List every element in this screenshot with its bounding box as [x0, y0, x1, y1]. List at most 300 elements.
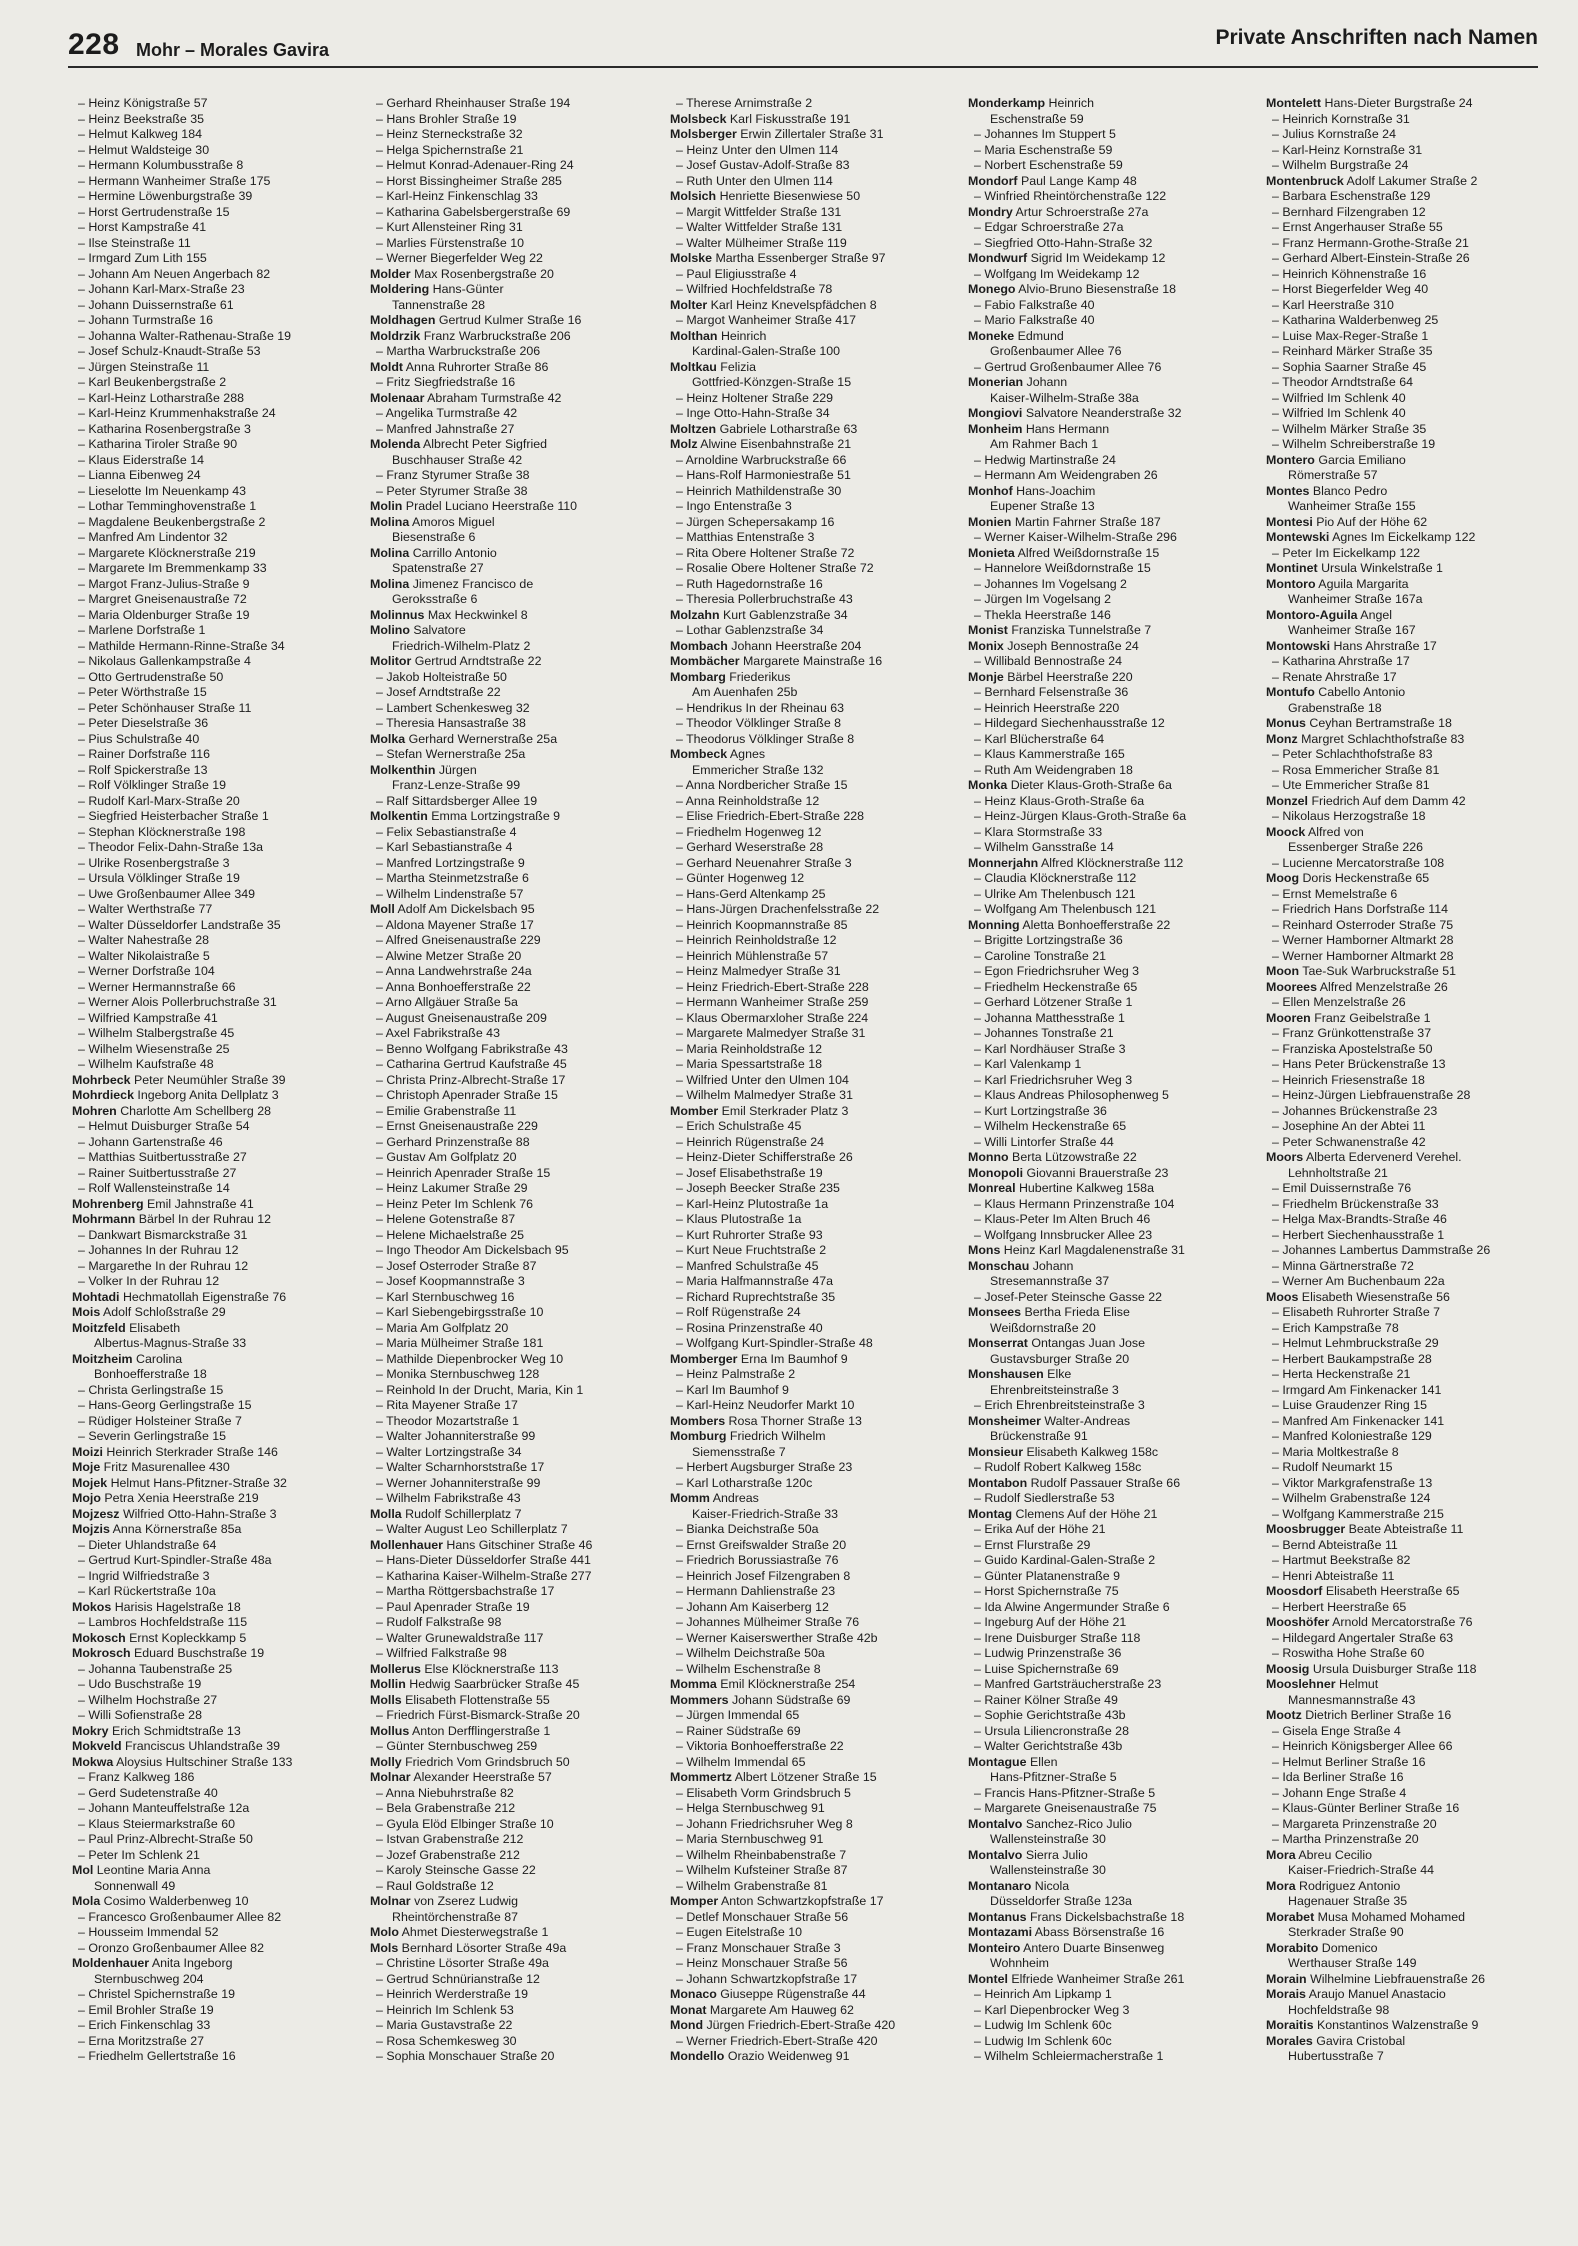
entry-surname: Montewski Agnes Im Eickelkamp 122	[1266, 530, 1476, 544]
entry-sub: – Josef Schulz-Knaudt-Straße 53	[78, 344, 261, 358]
entry-sub: – Christine Lösorter Straße 49a	[376, 1956, 549, 1970]
entry-sub: – Alwine Metzer Straße 20	[376, 948, 522, 963]
entry-surname: Moldt Anna Ruhrorter Straße 86	[370, 359, 549, 374]
entry-surname: Moltzen Gabriele Lotharstraße 63	[670, 421, 858, 436]
entry-sub: – Rosina Prinzenstraße 40	[676, 1320, 823, 1335]
entry-sub: – Karl-Heinz Lotharstraße 288	[78, 390, 244, 405]
entry-sub: – Karl-Heinz Krummenhakstraße 24	[78, 406, 276, 420]
entry-sub: – Henri Abteistraße 11	[1272, 1568, 1395, 1583]
surname: Mooshöfer	[1266, 1615, 1330, 1629]
surname: Morabet	[1266, 1909, 1315, 1924]
surname: Moog	[1266, 871, 1300, 885]
surname: Molsberger	[670, 127, 737, 141]
surname: Montabon	[968, 1475, 1028, 1490]
entry-sub: – Johannes Im Stuppert 5	[974, 127, 1116, 141]
entry-continuation: Weißdornstraße 20	[990, 1320, 1096, 1335]
entry-surname: Moraitis Konstantinos Walzenstraße 9	[1266, 2018, 1479, 2032]
surname: Montufo	[1266, 685, 1315, 699]
entry-sub: – Angelika Turmstraße 42	[376, 406, 518, 420]
entry-sub: – Klaus-Günter Berliner Straße 16	[1272, 1801, 1460, 1815]
entry-continuation: Am Rahmer Bach 1	[990, 437, 1099, 451]
entry-sub: – Dankwart Bismarckstraße 31	[78, 1227, 248, 1242]
entry-sub: – Manfred Lortzingstraße 9	[376, 855, 525, 870]
entry-sub: – Karl Lotharstraße 120c	[676, 1475, 813, 1490]
entry-surname: Montufo Cabello Antonio	[1266, 685, 1406, 699]
entry-surname: Momberger Erna Im Baumhof 9	[670, 1351, 848, 1366]
surname: Moizi	[72, 1444, 103, 1459]
entry-sub: – Jakob Holteistraße 50	[376, 669, 507, 684]
entry-sub: – Werner Kaiserswerther Straße 42b	[676, 1630, 878, 1645]
entry-sub: – Wilfried Falkstraße 98	[376, 1646, 507, 1660]
surname: Molthan	[670, 328, 718, 343]
entry-sub: – Magdalene Beukenbergstraße 2	[78, 514, 266, 529]
entry-sub: – Rudolf Siedlerstraße 53	[974, 1491, 1115, 1505]
entry-sub: – Margarete Malmedyer Straße 31	[676, 1026, 866, 1040]
surname: Monz	[1266, 731, 1298, 746]
entry-surname: Montanus Frans Dickelsbachstraße 18	[968, 1909, 1185, 1924]
entry-surname: Monerian Johann	[968, 375, 1068, 389]
surname: Mollerus	[370, 1661, 421, 1676]
entry-sub: – Werner Johanniterstraße 99	[376, 1475, 541, 1490]
entry-sub: – Jürgen Steinstraße 11	[78, 359, 210, 374]
entry-surname: Mondry Artur Schroerstraße 27a	[968, 204, 1149, 219]
entry-continuation: Wanheimer Straße 167	[1288, 623, 1416, 637]
surname: Molina	[370, 514, 410, 529]
entry-continuation: Geroksstraße 6	[392, 592, 478, 606]
entry-surname: Mohrenberg Emil Jahnstraße 41	[72, 1196, 254, 1211]
entry-continuation: Wohnheim	[990, 1956, 1050, 1970]
entry-sub: – Margarethe In der Ruhrau 12	[78, 1258, 249, 1273]
entry-sub: – Herbert Siechenhausstraße 1	[1272, 1227, 1445, 1242]
entry-surname: Mommers Johann Südstraße 69	[670, 1692, 851, 1707]
surname: Mondorf	[968, 173, 1018, 188]
entry-sub: – Rainer Südstraße 69	[676, 1723, 801, 1738]
entry-sub: – Klaus Plutostraße 1a	[676, 1212, 802, 1226]
entry-sub: – Helmut Konrad-Adenauer-Ring 24	[376, 158, 574, 172]
entry-sub: – Willi Lintorfer Straße 44	[974, 1134, 1114, 1149]
entry-sub: – Oronzo Großenbaumer Allee 82	[78, 1940, 264, 1955]
entry-sub: – Raul Goldstraße 12	[376, 1878, 494, 1893]
entry-continuation: Kaiser-Friedrich-Straße 44	[1288, 1863, 1434, 1877]
entry-surname: Montel Elfriede Wanheimer Straße 261	[968, 1971, 1185, 1986]
entry-continuation: Sterkrader Straße 90	[1288, 1925, 1404, 1939]
surname: Montero	[1266, 452, 1315, 467]
entry-sub: – Ingo Entenstraße 3	[676, 499, 792, 513]
entry-sub: – Wilfried Im Schlenk 40	[1272, 390, 1406, 405]
entry-sub: – Brigitte Lortzingstraße 36	[974, 933, 1123, 947]
entry-surname: Monsees Bertha Frieda Elise	[968, 1305, 1130, 1319]
entry-sub: – Kurt Ruhrorter Straße 93	[676, 1227, 823, 1242]
entry-sub: – Reinhard Osterroder Straße 75	[1272, 917, 1454, 932]
entry-sub: – Hermann Wanheimer Straße 175	[78, 173, 271, 188]
entry-sub: – Rolf Spickerstraße 13	[78, 762, 208, 777]
surname: Mojzis	[72, 1522, 110, 1536]
entry-surname: Mokveld Franciscus Uhlandstraße 39	[72, 1739, 280, 1753]
entry-sub: – Hans-Georg Gerlingstraße 15	[78, 1398, 252, 1412]
entry-sub: – Helga Max-Brandts-Straße 46	[1272, 1212, 1447, 1226]
entry-surname: Molin Pradel Luciano Heerstraße 110	[370, 499, 578, 513]
entry-sub: – Josef-Peter Steinsche Gasse 22	[974, 1289, 1163, 1304]
entry-sub: – Elisabeth Ruhrorter Straße 7	[1272, 1305, 1441, 1319]
entry-sub: – Maria Gustavstraße 22	[376, 2018, 513, 2032]
entry-sub: – Katharina Walderbenweg 25	[1272, 313, 1439, 327]
entry-sub: – Heinz Palmstraße 2	[676, 1367, 796, 1381]
surname: Moldenhauer	[72, 1956, 150, 1970]
surname: Morabito	[1266, 1940, 1319, 1955]
entry-sub: – Heinz Malmedyer Straße 31	[676, 964, 841, 978]
entry-sub: – Lieselotte Im Neuenkamp 43	[78, 483, 247, 498]
entry-surname: Molina Jimenez Francisco de	[370, 576, 534, 591]
surname: Mooslehner	[1266, 1677, 1336, 1691]
entry-surname: Morabet Musa Mohamed Mohamed	[1266, 1909, 1466, 1924]
surname: Monning	[968, 917, 1020, 932]
entry-surname: Monteiro Antero Duarte Binsenweg	[968, 1940, 1165, 1955]
entry-sub: – Sophia Monschauer Straße 20	[376, 2049, 555, 2063]
surname: Montes	[1266, 483, 1310, 498]
column-2	[370, 96, 656, 2226]
entry-sub: – Ernst Flurstraße 29	[974, 1537, 1091, 1552]
entry-surname: Mokrosch Eduard Buschstraße 19	[72, 1646, 265, 1660]
entry-sub: – Erika Auf der Höhe 21	[974, 1522, 1106, 1536]
entry-sub: – Heinrich Am Lipkamp 1	[974, 1987, 1112, 2001]
surname: Mora	[1266, 1847, 1296, 1862]
entry-sub: – Helga Spichernstraße 21	[376, 142, 524, 157]
entry-sub: – Helene Michaelstraße 25	[376, 1227, 525, 1242]
entry-surname: Momma Emil Klöcknerstraße 254	[670, 1677, 856, 1691]
directory-columns	[72, 96, 1538, 2226]
entry-surname: Mohrbeck Peter Neumühler Straße 39	[72, 1072, 286, 1087]
surname: Moos	[1266, 1289, 1299, 1304]
entry-sub: – Francesco Großenbaumer Allee 82	[78, 1909, 282, 1924]
surname: Molina	[370, 545, 410, 560]
surname: Molkentin	[370, 809, 428, 823]
entry-continuation: Ehrenbreitsteinstraße 3	[990, 1382, 1119, 1397]
entry-sub: – Wilhelm Märker Straße 35	[1272, 421, 1427, 436]
surname: Molin	[370, 499, 403, 513]
surname: Molter	[670, 297, 708, 312]
surname: Mombach	[670, 638, 728, 653]
surname: Molenaar	[370, 390, 425, 405]
entry-surname: Mohrmann Bärbel In der Ruhrau 12	[72, 1212, 272, 1226]
entry-surname: Molnar Alexander Heerstraße 57	[370, 1770, 552, 1784]
entry-sub: – Paul Apenrader Straße 19	[376, 1599, 530, 1614]
entry-sub: – Wilhelm Grabenstraße 124	[1272, 1491, 1431, 1505]
surname: Monreal	[968, 1181, 1016, 1195]
entry-sub: – Margot Wanheimer Straße 417	[676, 313, 856, 327]
entry-sub: – Heinz Königstraße 57	[78, 96, 208, 110]
entry-sub: – Manfred Am Lindentor 32	[78, 530, 228, 544]
entry-sub: – Heinz Beekstraße 35	[78, 111, 205, 126]
entry-sub: – Horst Spichernstraße 75	[974, 1584, 1119, 1598]
entry-sub: – Heinrich Apenrader Straße 15	[376, 1165, 551, 1180]
entry-sub: – Friedrich Borussiastraße 76	[676, 1553, 839, 1567]
entry-continuation: Hubertusstraße 7	[1288, 2049, 1384, 2063]
entry-sub: – Walter Nahestraße 28	[78, 933, 210, 947]
entry-sub: – Anna Reinholdstraße 12	[676, 793, 820, 808]
entry-sub: – Heinz-Jürgen Liebfrauenstraße 28	[1272, 1088, 1471, 1102]
entry-sub: – Hendrikus In der Rheinau 63	[676, 700, 845, 715]
entry-sub: – Emil Duissernstraße 76	[1272, 1181, 1412, 1195]
entry-surname: Montazami Abass Börsenstraße 16	[968, 1925, 1165, 1939]
entry-sub: – Reinhard Märker Straße 35	[1272, 344, 1433, 358]
entry-sub: – Klaus Obermarxloher Straße 224	[676, 1010, 869, 1025]
surname: Molino	[370, 623, 410, 637]
entry-continuation: Werthauser Straße 149	[1288, 1956, 1417, 1970]
entry-sub: – Heinrich Mathildenstraße 30	[676, 483, 842, 498]
surname: Montewski	[1266, 530, 1330, 544]
entry-sub: – Theodorus Völklinger Straße 8	[676, 731, 855, 746]
entry-surname: Mohrdieck Ingeborg Anita Dellplatz 3	[72, 1088, 279, 1102]
entry-sub: – Lucienne Mercatorstraße 108	[1272, 855, 1445, 870]
entry-sub: – Renate Ahrstraße 17	[1272, 669, 1397, 684]
entry-sub: – Werner Alois Pollerbruchstraße 31	[78, 995, 277, 1009]
entry-sub: – Matthias Suitbertusstraße 27	[78, 1150, 247, 1164]
surname: Montanaro	[968, 1878, 1032, 1893]
entry-sub: – Luise Spichernstraße 69	[974, 1661, 1119, 1676]
entry-sub: – Katharina Gabelsbergerstraße 69	[376, 204, 571, 219]
surname: Momm	[670, 1491, 710, 1505]
entry-sub: – Ludwig Im Schlenk 60c	[974, 2033, 1112, 2048]
entry-sub: – Josef Osterroder Straße 87	[376, 1258, 537, 1273]
entry-sub: – Helmut Berliner Straße 16	[1272, 1754, 1426, 1769]
entry-sub: – Hildegard Siechenhausstraße 12	[974, 716, 1165, 730]
entry-sub: – Johann Am Neuen Angerbach 82	[78, 266, 271, 281]
entry-sub: – Manfred Gartsträucherstraße 23	[974, 1677, 1162, 1691]
entry-surname: Moog Doris Heckenstraße 65	[1266, 871, 1430, 885]
entry-sub: – Johanna Walter-Rathenau-Straße 19	[78, 328, 292, 343]
entry-surname: Molenaar Abraham Turmstraße 42	[370, 390, 562, 405]
surname: Moon	[1266, 964, 1300, 978]
entry-sub: – Josef Arndtstraße 22	[376, 685, 501, 699]
entry-sub: – Franz Monschauer Straße 3	[676, 1940, 841, 1955]
entry-sub: – Axel Fabrikstraße 43	[376, 1026, 500, 1040]
surname: Moraitis	[1266, 2018, 1314, 2032]
entry-sub: – Walter Mülheimer Straße 119	[676, 235, 847, 250]
entry-sub: – Werner Dorfstraße 104	[78, 964, 215, 978]
entry-surname: Monje Bärbel Heerstraße 220	[968, 669, 1133, 684]
surname: Montenbruck	[1266, 173, 1344, 188]
surname: Momber	[670, 1103, 719, 1118]
entry-sub: – Rudolf Robert Kalkweg 158c	[974, 1460, 1142, 1474]
entry-sub: – Siegfried Heisterbacher Straße 1	[78, 809, 269, 823]
entry-surname: Monieta Alfred Weißdornstraße 15	[968, 545, 1160, 560]
entry-sub: – Rosa Schemkesweg 30	[376, 2033, 517, 2048]
entry-sub: – Norbert Eschenstraße 59	[974, 158, 1123, 172]
entry-surname: Monsieur Elisabeth Kalkweg 158c	[968, 1444, 1159, 1459]
entry-surname: Monno Berta Lützowstraße 22	[968, 1150, 1137, 1164]
entry-sub: – Nikolaus Gallenkampstraße 4	[78, 654, 251, 668]
entry-sub: – Wilhelm Kufsteiner Straße 87	[676, 1863, 848, 1877]
entry-surname: Montabon Rudolf Passauer Straße 66	[968, 1475, 1181, 1490]
entry-surname: Mol Leontine Maria Anna	[72, 1863, 211, 1877]
entry-sub: – Maria Sternbuschweg 91	[676, 1832, 824, 1846]
surname: Moldhagen	[370, 313, 436, 327]
surname: Monje	[968, 669, 1004, 684]
entry-sub: – Klaus-Peter Im Alten Bruch 46	[974, 1212, 1151, 1226]
entry-sub: – Friedhelm Heckenstraße 65	[974, 979, 1138, 994]
surname: Moitzheim	[72, 1351, 133, 1366]
entry-sub: – Christoph Apenrader Straße 15	[376, 1088, 558, 1102]
entry-sub: – Anna Landwehrstraße 24a	[376, 964, 532, 978]
entry-surname: Monhof Hans-Joachim	[968, 483, 1096, 498]
entry-surname: Molina Amoros Miguel	[370, 514, 495, 529]
surname: Mootz	[1266, 1708, 1302, 1722]
entry-sub: – Friedhelm Gellertstraße 16	[78, 2049, 236, 2063]
entry-continuation: Wanheimer Straße 167a	[1288, 592, 1423, 606]
entry-sub: – Bela Grabenstraße 212	[376, 1801, 516, 1815]
surname: Mokos	[72, 1599, 112, 1614]
entry-sub: – Günter Hogenweg 12	[676, 871, 805, 885]
entry-sub: – Wilhelm Stalbergstraße 45	[78, 1026, 235, 1040]
surname: Molz	[670, 437, 698, 451]
entry-sub: – Severin Gerlingstraße 15	[78, 1429, 227, 1443]
entry-sub: – Margareta Prinzenstraße 20	[1272, 1816, 1437, 1831]
entry-surname: Molnar von Zserez Ludwig	[370, 1894, 519, 1908]
entry-sub: – Hermann Dahlienstraße 23	[676, 1584, 836, 1598]
entry-sub: – Karl Sebastianstraße 4	[376, 840, 513, 854]
entry-sub: – Helmut Lehmbruckstraße 29	[1272, 1336, 1439, 1350]
entry-surname: Mojo Petra Xenia Heerstraße 219	[72, 1491, 259, 1505]
entry-sub: – Franz Styrumer Straße 38	[376, 468, 530, 482]
entry-surname: Mojek Helmut Hans-Pfitzner-Straße 32	[72, 1475, 287, 1490]
entry-sub: – Katharina Ahrstraße 17	[1272, 654, 1410, 668]
entry-surname: Mokos Harisis Hagelstraße 18	[72, 1599, 241, 1614]
surname: Momper	[670, 1894, 719, 1908]
surname: Montel	[968, 1971, 1008, 1986]
entry-sub: – Hans Peter Brückenstraße 13	[1272, 1057, 1446, 1071]
surname: Mondry	[968, 204, 1013, 219]
surname: Montanus	[968, 1909, 1027, 1924]
entry-sub: – Manfred Am Finkenacker 141	[1272, 1413, 1445, 1428]
entry-continuation: Eschenstraße 59	[990, 111, 1084, 126]
entry-sub: – Johann Karl-Marx-Straße 23	[78, 282, 245, 296]
entry-surname: Mooslehner Helmut	[1266, 1677, 1379, 1691]
entry-sub: – Ernst Memelstraße 6	[1272, 886, 1398, 901]
entry-sub: – Bernhard Filzengraben 12	[1272, 204, 1426, 219]
entry-sub: – Ida Alwine Angermunder Straße 6	[974, 1599, 1170, 1614]
entry-sub: – Stefan Wernerstraße 25a	[376, 747, 526, 761]
surname: Moje	[72, 1460, 101, 1474]
surname: Monheim	[968, 421, 1023, 436]
surname: Mojzesz	[72, 1506, 120, 1521]
entry-surname: Moldering Hans-Günter	[370, 282, 504, 296]
entry-continuation: Biesenstraße 6	[392, 530, 476, 544]
entry-surname: Moizi Heinrich Sterkrader Straße 146	[72, 1444, 278, 1459]
entry-continuation: Am Auenhafen 25b	[692, 685, 798, 699]
surname: Molo	[370, 1925, 399, 1939]
entry-sub: – Theresia Pollerbruchstraße 43	[676, 592, 853, 606]
entry-sub: – Bianka Deichstraße 50a	[676, 1522, 819, 1536]
entry-sub: – Klaus Hermann Prinzenstraße 104	[974, 1196, 1175, 1211]
surname: Momberger	[670, 1351, 738, 1366]
entry-sub: – Mathilde Diepenbrocker Weg 10	[376, 1351, 564, 1366]
entry-sub: – Pius Schulstraße 40	[78, 731, 200, 746]
entry-sub: – Friedhelm Brückenstraße 33	[1272, 1196, 1439, 1211]
entry-sub: – Johannes Im Vogelsang 2	[974, 576, 1127, 591]
column-1	[72, 96, 358, 2226]
surname: Moldt	[370, 359, 404, 374]
entry-sub: – Peter Schwanenstraße 42	[1272, 1134, 1426, 1149]
surname: Mombers	[670, 1413, 726, 1428]
entry-sub: – Herbert Augsburger Straße 23	[676, 1460, 853, 1474]
entry-surname: Mora Abreu Cecilio	[1266, 1847, 1373, 1862]
entry-sub: – Rudolf Neumarkt 15	[1272, 1460, 1393, 1474]
surname: Molzahn	[670, 607, 720, 622]
surname: Moldering	[370, 282, 430, 296]
surname: Mokosch	[72, 1630, 126, 1645]
entry-sub: – Wilhelm Eschenstraße 8	[676, 1661, 821, 1676]
entry-sub: – Manfred Schulstraße 45	[676, 1258, 819, 1273]
entry-sub: – Margarete Gneisenaustraße 75	[974, 1801, 1157, 1815]
entry-surname: Mondello Orazio Weidenweg 91	[670, 2049, 850, 2063]
entry-sub: – Herta Heckenstraße 21	[1272, 1367, 1411, 1381]
entry-sub: – Rudolf Karl-Marx-Straße 20	[78, 793, 240, 808]
entry-sub: – Wilhelm Schleiermacherstraße 1	[974, 2049, 1164, 2063]
surname: Monix	[968, 638, 1004, 653]
entry-sub: – Hermann Am Weidengraben 26	[974, 468, 1158, 482]
entry-continuation: Sternbuschweg 204	[94, 1971, 204, 1986]
entry-surname: Mombächer Margarete Mainstraße 16	[670, 654, 883, 668]
entry-sub: – Anna Niebuhrstraße 82	[376, 1785, 514, 1800]
entry-surname: Mombach Johann Heerstraße 204	[670, 638, 862, 653]
entry-surname: Molls Elisabeth Flottenstraße 55	[370, 1692, 550, 1707]
surname: Molsbeck	[670, 111, 727, 126]
entry-surname: Moldhagen Gertrud Kulmer Straße 16	[370, 313, 582, 327]
entry-sub: – Karl Beukenbergstraße 2	[78, 375, 227, 389]
entry-sub: – Helmut Waldsteige 30	[78, 142, 210, 157]
entry-sub: – Gerhard Lötzener Straße 1	[974, 995, 1133, 1009]
entry-sub: – Ulrike Am Thelenbusch 121	[974, 886, 1136, 901]
entry-sub: – Heinrich Köhnenstraße 16	[1272, 266, 1427, 281]
entry-sub: – Wilhelm Grabenstraße 81	[676, 1878, 828, 1893]
surname: Monaco	[670, 1987, 717, 2001]
surname: Mooren	[1266, 1010, 1311, 1025]
entry-sub: – Wilhelm Fabrikstraße 43	[376, 1491, 521, 1505]
entry-sub: – Friedrich Fürst-Bismarck-Straße 20	[376, 1708, 580, 1722]
surname: Moneke	[968, 328, 1015, 343]
entry-continuation: Sonnenwall 49	[94, 1878, 176, 1893]
entry-sub: – Johann Am Kaiserberg 12	[676, 1599, 829, 1614]
entry-surname: Mola Cosimo Walderbenweg 10	[72, 1894, 249, 1908]
entry-sub: – Heinz-Jürgen Klaus-Groth-Straße 6a	[974, 809, 1187, 823]
entry-sub: – Claudia Klöcknerstraße 112	[974, 871, 1137, 885]
entry-sub: – Aldona Mayener Straße 17	[376, 917, 534, 932]
entry-surname: Molthan Heinrich	[670, 328, 767, 343]
entry-sub: – Therese Arnimstraße 2	[676, 96, 813, 110]
entry-sub: – Heinrich Heerstraße 220	[974, 700, 1120, 715]
entry-sub: – Horst Kampstraße 41	[78, 220, 207, 234]
entry-sub: – Walter Johanniterstraße 99	[376, 1429, 536, 1443]
entry-sub: – Ingeburg Auf der Höhe 21	[974, 1615, 1127, 1629]
surname: Molinnus	[370, 607, 425, 622]
surname: Monschau	[968, 1258, 1030, 1273]
entry-sub: – Edgar Schroerstraße 27a	[974, 220, 1124, 234]
entry-sub: – Rolf Völklinger Straße 19	[78, 778, 227, 792]
entry-surname: Moll Adolf Am Dickelsbach 95	[370, 902, 535, 916]
entry-sub: – Gertrud Großenbaumer Allee 76	[974, 359, 1162, 374]
surname: Moosdorf	[1266, 1584, 1323, 1598]
surname: Monserrat	[968, 1336, 1028, 1350]
entry-continuation: Albertus-Magnus-Straße 33	[94, 1336, 247, 1350]
surname: Moors	[1266, 1150, 1304, 1164]
entry-surname: Momper Anton Schwartzkopfstraße 17	[670, 1894, 884, 1908]
entry-sub: – Hedwig Martinstraße 24	[974, 452, 1116, 467]
entry-sub: – Heinz Friedrich-Ebert-Straße 228	[676, 979, 869, 994]
surname: Mohtadi	[72, 1289, 120, 1304]
entry-sub: – Hans-Dieter Düsseldorfer Straße 441	[376, 1553, 591, 1567]
entry-sub: – Johann Schwartzkopfstraße 17	[676, 1971, 858, 1986]
entry-continuation: Brückenstraße 91	[990, 1429, 1088, 1443]
